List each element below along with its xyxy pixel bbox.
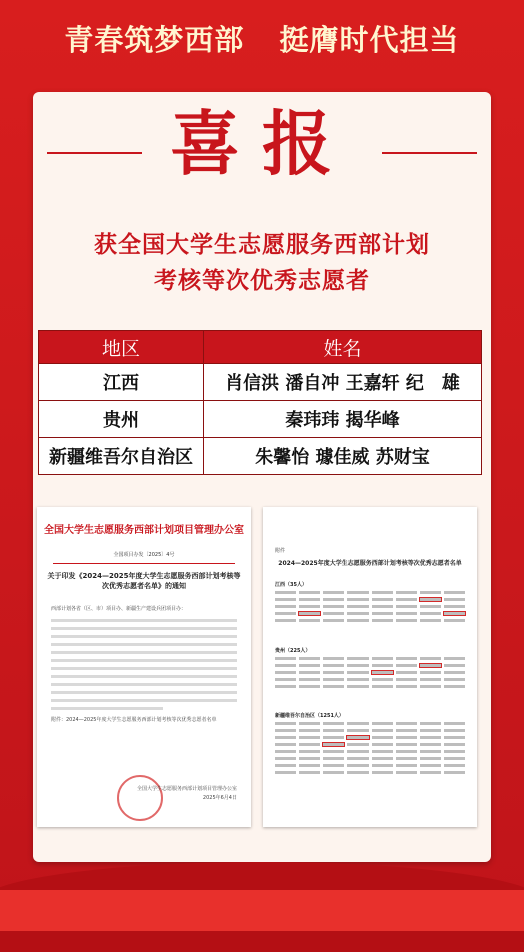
table-row xyxy=(39,401,482,438)
cell-region: 江西 xyxy=(39,364,204,401)
table-row xyxy=(39,364,482,401)
section-xinjiang: 新疆维吾尔自治区（1251人） xyxy=(275,713,344,719)
name-grid-jiangxi xyxy=(275,591,465,622)
doc-signature-org: 全国大学生志愿服务西部计划项目管理办公室 xyxy=(136,786,237,792)
doc-body xyxy=(51,605,237,725)
headline-block xyxy=(33,102,491,186)
doc-attachment: 附件：2024—2025年度大学生志愿服务西部计划考核等次优秀志愿者名单 xyxy=(51,717,217,723)
doc-red-rule xyxy=(53,563,235,564)
bottom-band xyxy=(0,890,524,931)
name-list-document-image xyxy=(263,507,477,827)
section-guizhou: 贵州（225人） xyxy=(275,648,311,654)
doc-number: 全国项目办发〔2025〕4号 xyxy=(113,552,175,558)
volunteer-table xyxy=(38,330,482,475)
doc-signature xyxy=(137,785,237,803)
name-grid-xinjiang xyxy=(275,722,465,774)
table-row xyxy=(39,438,482,475)
cell-region: 新疆维吾尔自治区 xyxy=(39,438,204,475)
name-grid-guizhou xyxy=(275,657,465,688)
cell-names: 肖信洪 潘自冲 王嘉轩 纪 雄 xyxy=(204,364,482,401)
list-title: 2024—2025年度大学生志愿服务西部计划考核等次优秀志愿者名单 xyxy=(278,560,462,567)
doc-heading: 关于印发《2024—2025年度大学生志愿服务西部计划考核等次优秀志愿者名单》的通知 xyxy=(47,572,241,590)
subtitle-line-2: 考核等次优秀志愿者 xyxy=(154,268,370,294)
doc-date: 2025年6月4日 xyxy=(202,795,237,801)
attachment-label: 附件 xyxy=(275,548,286,554)
doc-addressee: 西部计划各省（区、市）项目办、新疆生产建设兵团项目办： xyxy=(51,606,187,612)
header-names: 姓名 xyxy=(204,331,482,364)
notice-document-image xyxy=(37,507,251,827)
cell-names: 朱馨怡 璩佳威 苏财宝 xyxy=(204,438,482,475)
headline-xibao: 喜报 xyxy=(170,103,354,185)
announcement-card xyxy=(33,92,491,862)
banner-right: 挺膺时代担当 xyxy=(279,23,460,57)
banner-left: 青春筑梦西部 xyxy=(64,23,245,57)
cell-region: 贵州 xyxy=(39,401,204,438)
header-region: 地区 xyxy=(39,331,204,364)
doc-issuer-title: 全国大学生志愿服务西部计划项目管理办公室 xyxy=(44,525,244,536)
subtitle-line-1: 获全国大学生志愿服务西部计划 xyxy=(94,232,430,258)
banner-slogan xyxy=(0,18,524,68)
cell-names: 秦玮玮 揭华峰 xyxy=(204,401,482,438)
section-jiangxi: 江西（35人） xyxy=(275,582,307,588)
table-header-row xyxy=(39,331,482,364)
